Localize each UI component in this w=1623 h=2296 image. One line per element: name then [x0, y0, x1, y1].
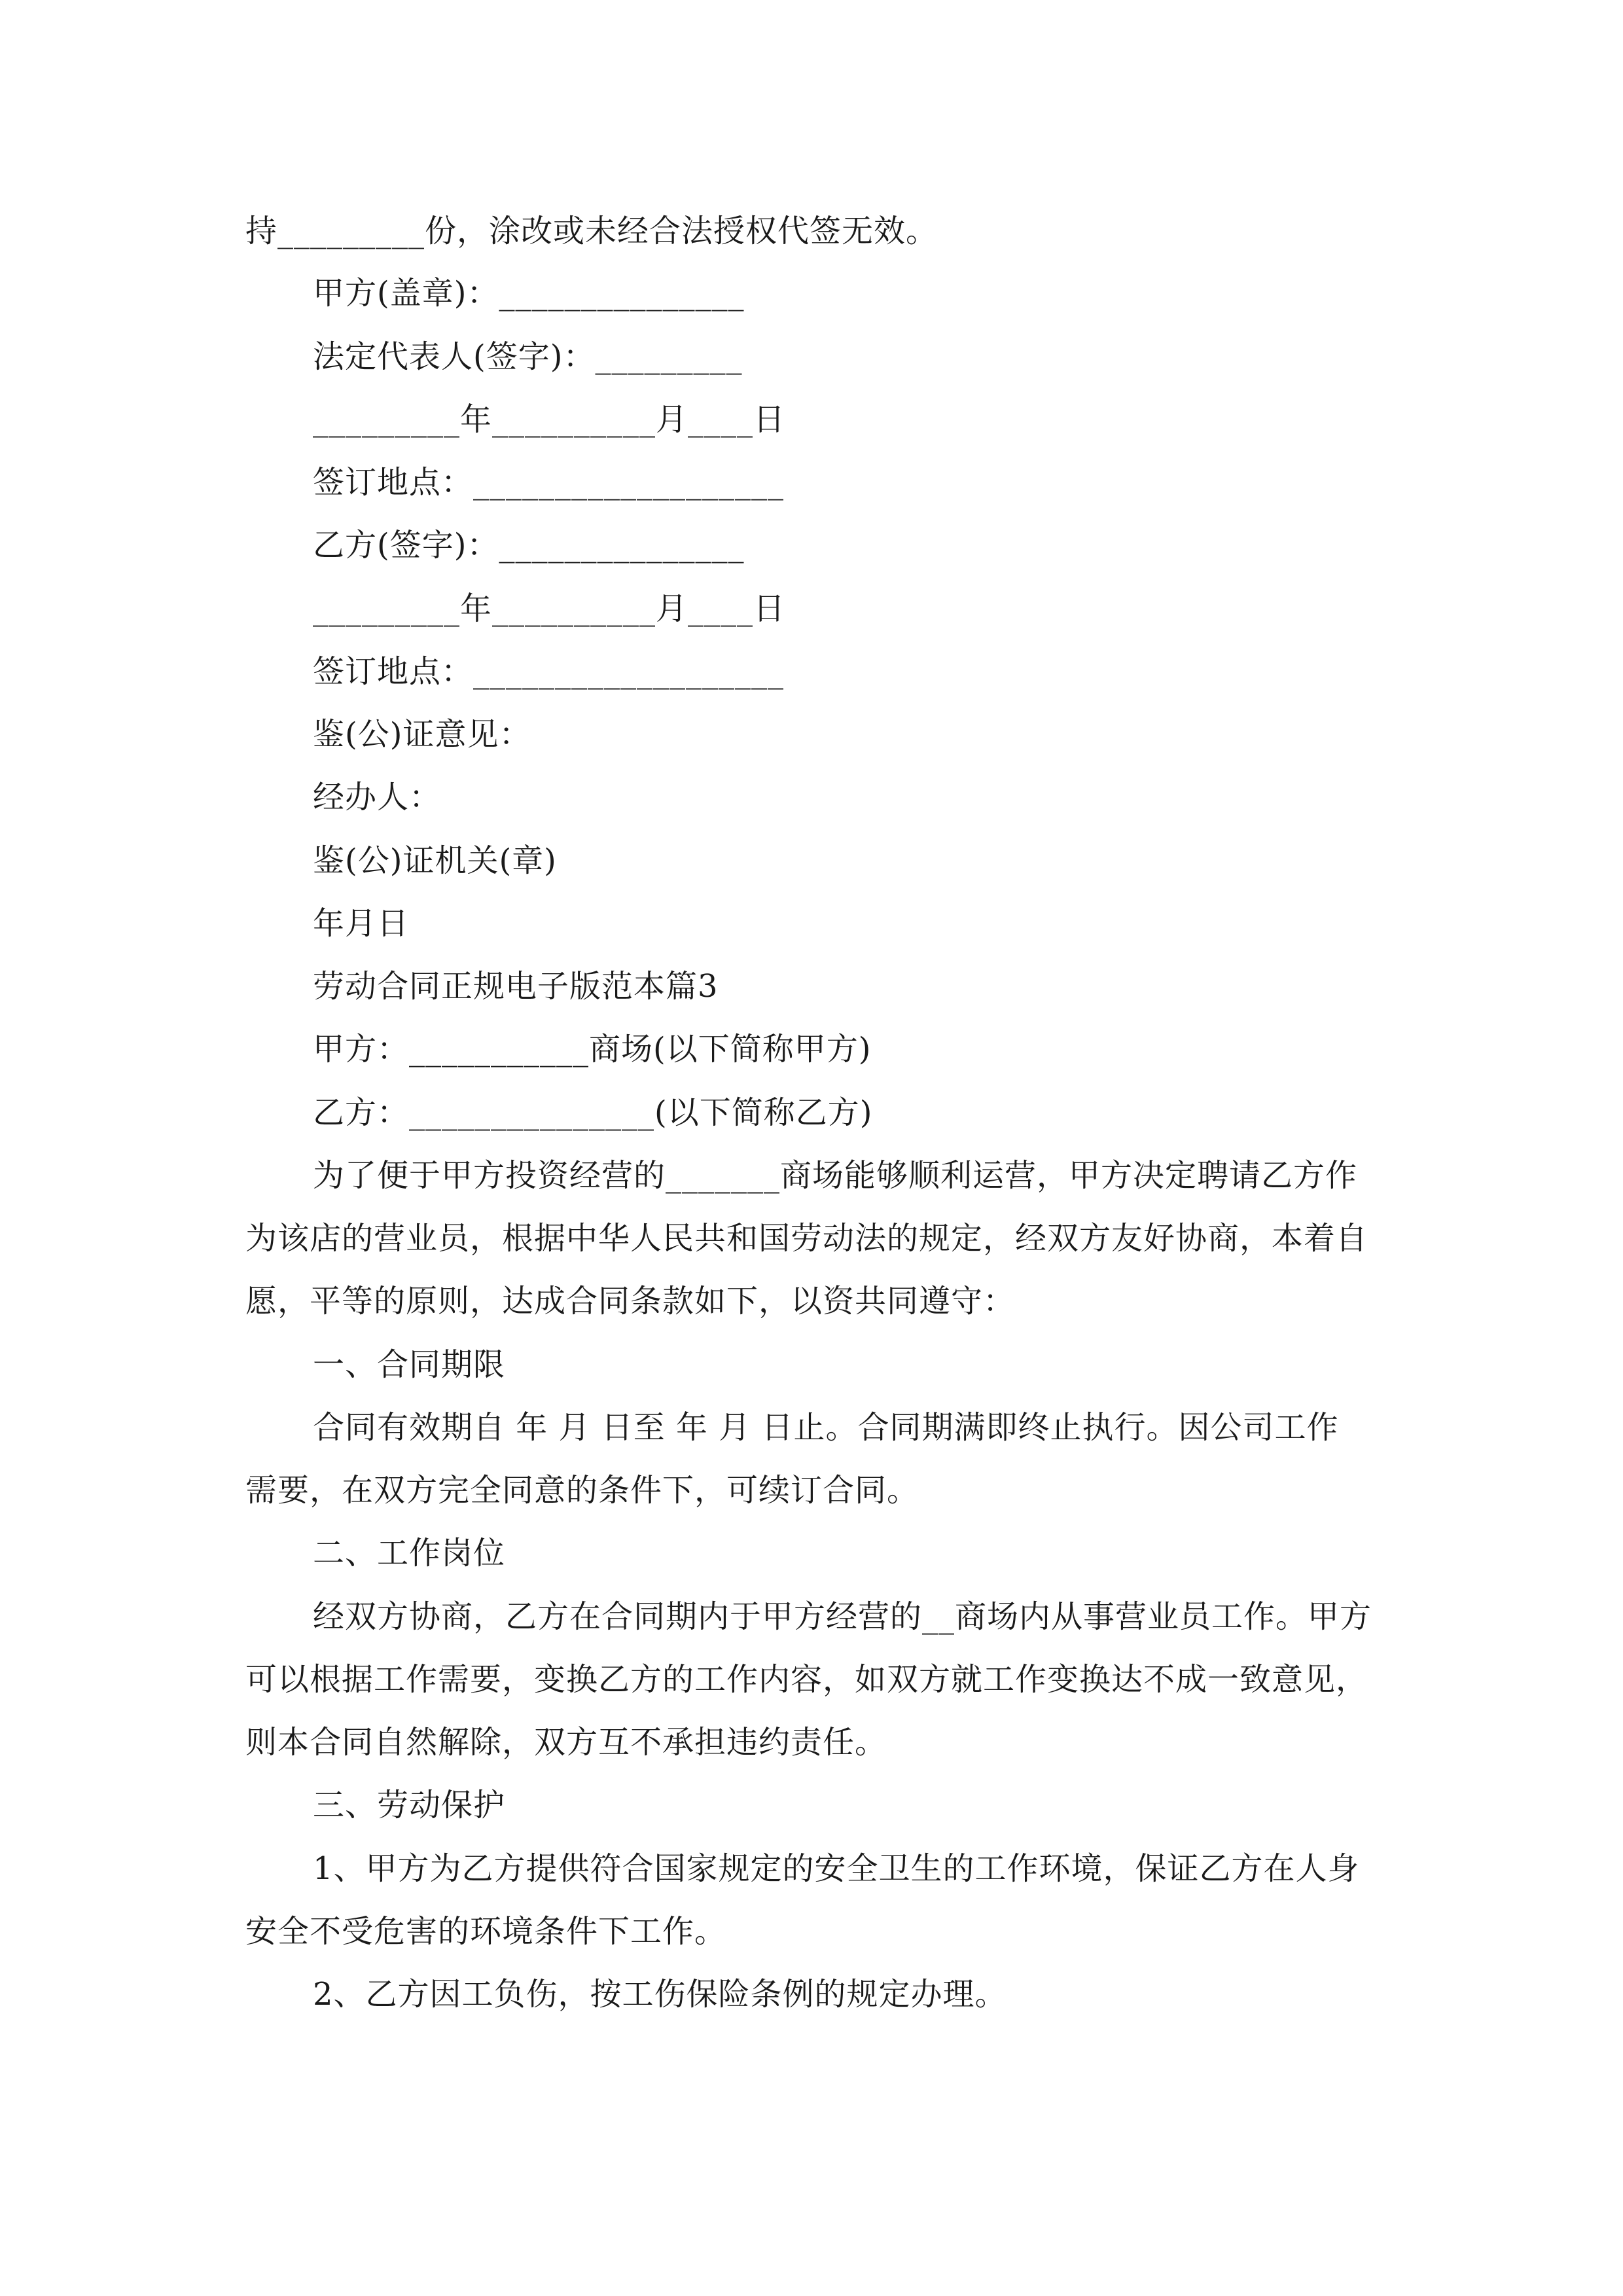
protection-item-1-line-2: 安全不受危害的环境条件下工作。	[245, 1913, 727, 1950]
term-paragraph-line-2: 需要，在双方完全同意的条件下，可续订合同。	[245, 1472, 919, 1509]
legal-representative-signature-line: 法定代表人(签字)：_________	[313, 338, 743, 375]
preamble-paragraph-line-3: 愿，平等的原则，达成合同条款如下，以资共同遵守：	[245, 1283, 1016, 1319]
handler-label: 经办人：	[313, 779, 442, 816]
notary-opinion-label: 鉴(公)证意见：	[313, 716, 531, 753]
protection-item-1-line-1: 1、甲方为乙方提供符合国家规定的安全卫生的工作环境，保证乙方在人身	[313, 1850, 1360, 1887]
clause-heading-term: 一、合同期限	[313, 1346, 506, 1383]
position-paragraph-line-3: 则本合同自然解除，双方互不承担违约责任。	[245, 1724, 887, 1761]
protection-item-2: 2、乙方因工负伤，按工伤保险条例的规定办理。	[313, 1976, 1007, 2013]
notary-office-seal-label: 鉴(公)证机关(章)	[313, 842, 557, 879]
clause-heading-protection: 三、劳动保护	[313, 1787, 506, 1823]
term-paragraph-line-1: 合同有效期自 年 月 日至 年 月 日止。合同期满即终止执行。因公司工作	[313, 1409, 1339, 1446]
party-b-line: 乙方：_______________(以下简称乙方)	[313, 1094, 873, 1131]
party-a-signing-place-line: 签订地点：___________________	[313, 464, 785, 501]
section-title: 劳动合同正规电子版范本篇3	[313, 968, 719, 1005]
party-a-seal-line: 甲方(盖章)：_______________	[313, 275, 745, 312]
copies-clause: 持_________份，涂改或未经合法授权代签无效。	[245, 213, 938, 249]
preamble-paragraph-line-2: 为该店的营业员，根据中华人民共和国劳动法的规定，经双方友好协商，本着自	[245, 1220, 1368, 1257]
clause-heading-position: 二、工作岗位	[313, 1535, 506, 1571]
party-b-signature-line: 乙方(签字)：_______________	[313, 527, 745, 564]
position-paragraph-line-1: 经双方协商，乙方在合同期内于甲方经营的__商场内从事营业员工作。甲方	[313, 1598, 1372, 1635]
party-a-line: 甲方：___________商场(以下简称甲方)	[313, 1031, 872, 1067]
position-paragraph-line-2: 可以根据工作需要，变换乙方的工作内容，如双方就工作变换达不成一致意见，	[245, 1661, 1368, 1698]
party-b-signing-place-line: 签订地点：___________________	[313, 653, 785, 690]
party-b-date-line: _________年__________月____日	[313, 590, 786, 627]
party-a-date-line: _________年__________月____日	[313, 401, 786, 438]
date-label: 年月日	[313, 905, 410, 942]
preamble-paragraph-line-1: 为了便于甲方投资经营的_______商场能够顺利运营，甲方决定聘请乙方作	[313, 1157, 1358, 1194]
